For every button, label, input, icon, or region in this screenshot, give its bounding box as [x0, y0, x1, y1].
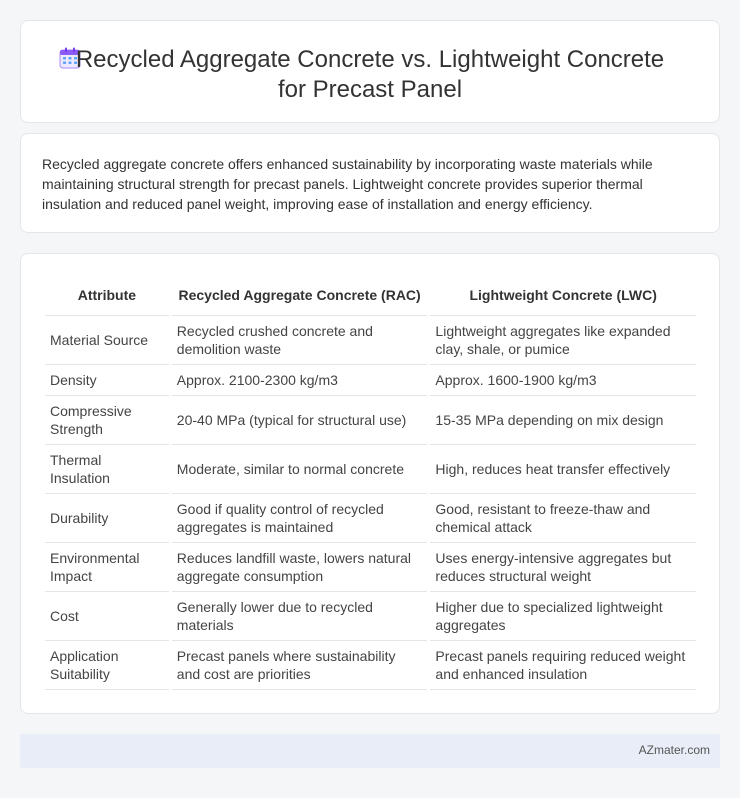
cell-attribute: Environmental Impact: [45, 543, 169, 592]
table-row: [45, 592, 696, 641]
header-rac: Recycled Aggregate Concrete (RAC): [172, 274, 428, 316]
cell-attribute: Cost: [45, 592, 169, 641]
cell-lwc: Good, resistant to freeze-thaw and chemical attack: [430, 494, 696, 543]
table-row: [45, 316, 696, 365]
cell-lwc: Lightweight aggregates like expanded clay, shale, or pumice: [430, 316, 696, 365]
cell-rac: Good if quality control of recycled aggregates is maintained: [172, 494, 428, 543]
page-title: [76, 45, 664, 105]
footer-brand[interactable]: AZmater.com: [638, 743, 710, 757]
cell-rac: Moderate, similar to normal concrete: [172, 445, 428, 494]
header-attribute: Attribute: [45, 274, 169, 316]
cell-attribute: Material Source: [45, 316, 169, 365]
cell-lwc: Higher due to specialized lightweight aggregates: [430, 592, 696, 641]
cell-rac: Reduces landfill waste, lowers natural aggregate consumption: [172, 543, 428, 592]
comparison-table: [42, 274, 699, 690]
cell-lwc: High, reduces heat transfer effectively: [430, 445, 696, 494]
table-row: [45, 494, 696, 543]
table-row: [45, 365, 696, 396]
table-row: [45, 396, 696, 445]
cell-attribute: Durability: [45, 494, 169, 543]
intro-card: [20, 133, 720, 233]
footer-bar: [20, 734, 720, 768]
header-lwc: Lightweight Concrete (LWC): [430, 274, 696, 316]
cell-rac: Recycled crushed concrete and demolition waste: [172, 316, 428, 365]
title-card: [20, 20, 720, 123]
cell-attribute: Compressive Strength: [45, 396, 169, 445]
table-row: [45, 445, 696, 494]
table-header-row: [45, 274, 696, 316]
cell-rac: Generally lower due to recycled materials: [172, 592, 428, 641]
cell-lwc: Uses energy-intensive aggregates but reduces structural weight: [430, 543, 696, 592]
cell-rac: Precast panels where sustainability and cost are priorities: [172, 641, 428, 690]
cell-attribute: Thermal Insulation: [45, 445, 169, 494]
table-row: [45, 543, 696, 592]
cell-attribute: Density: [45, 365, 169, 396]
cell-rac: 20-40 MPa (typical for structural use): [172, 396, 428, 445]
cell-lwc: Approx. 1600-1900 kg/m3: [430, 365, 696, 396]
cell-lwc: Precast panels requiring reduced weight and enhanced insulation: [430, 641, 696, 690]
page-title-line1: Recycled Aggregate Concrete vs. Lightweight Concrete: [75, 46, 665, 73]
cell-attribute: Application Suitability: [45, 641, 169, 690]
cell-rac: Approx. 2100-2300 kg/m3: [172, 365, 428, 396]
comparison-card: [20, 253, 720, 714]
cell-lwc: 15-35 MPa depending on mix design: [430, 396, 696, 445]
page-title-line2: for Precast Panel: [277, 76, 463, 103]
table-row: [45, 641, 696, 690]
intro-text: Recycled aggregate concrete offers enhanced sustainability by incorporating waste materials while maintaining structural strength for precast panels. Lightweight concrete provides superior thermal insulation and reduced panel weight, improving ease of installation and energy efficiency.: [42, 156, 653, 212]
